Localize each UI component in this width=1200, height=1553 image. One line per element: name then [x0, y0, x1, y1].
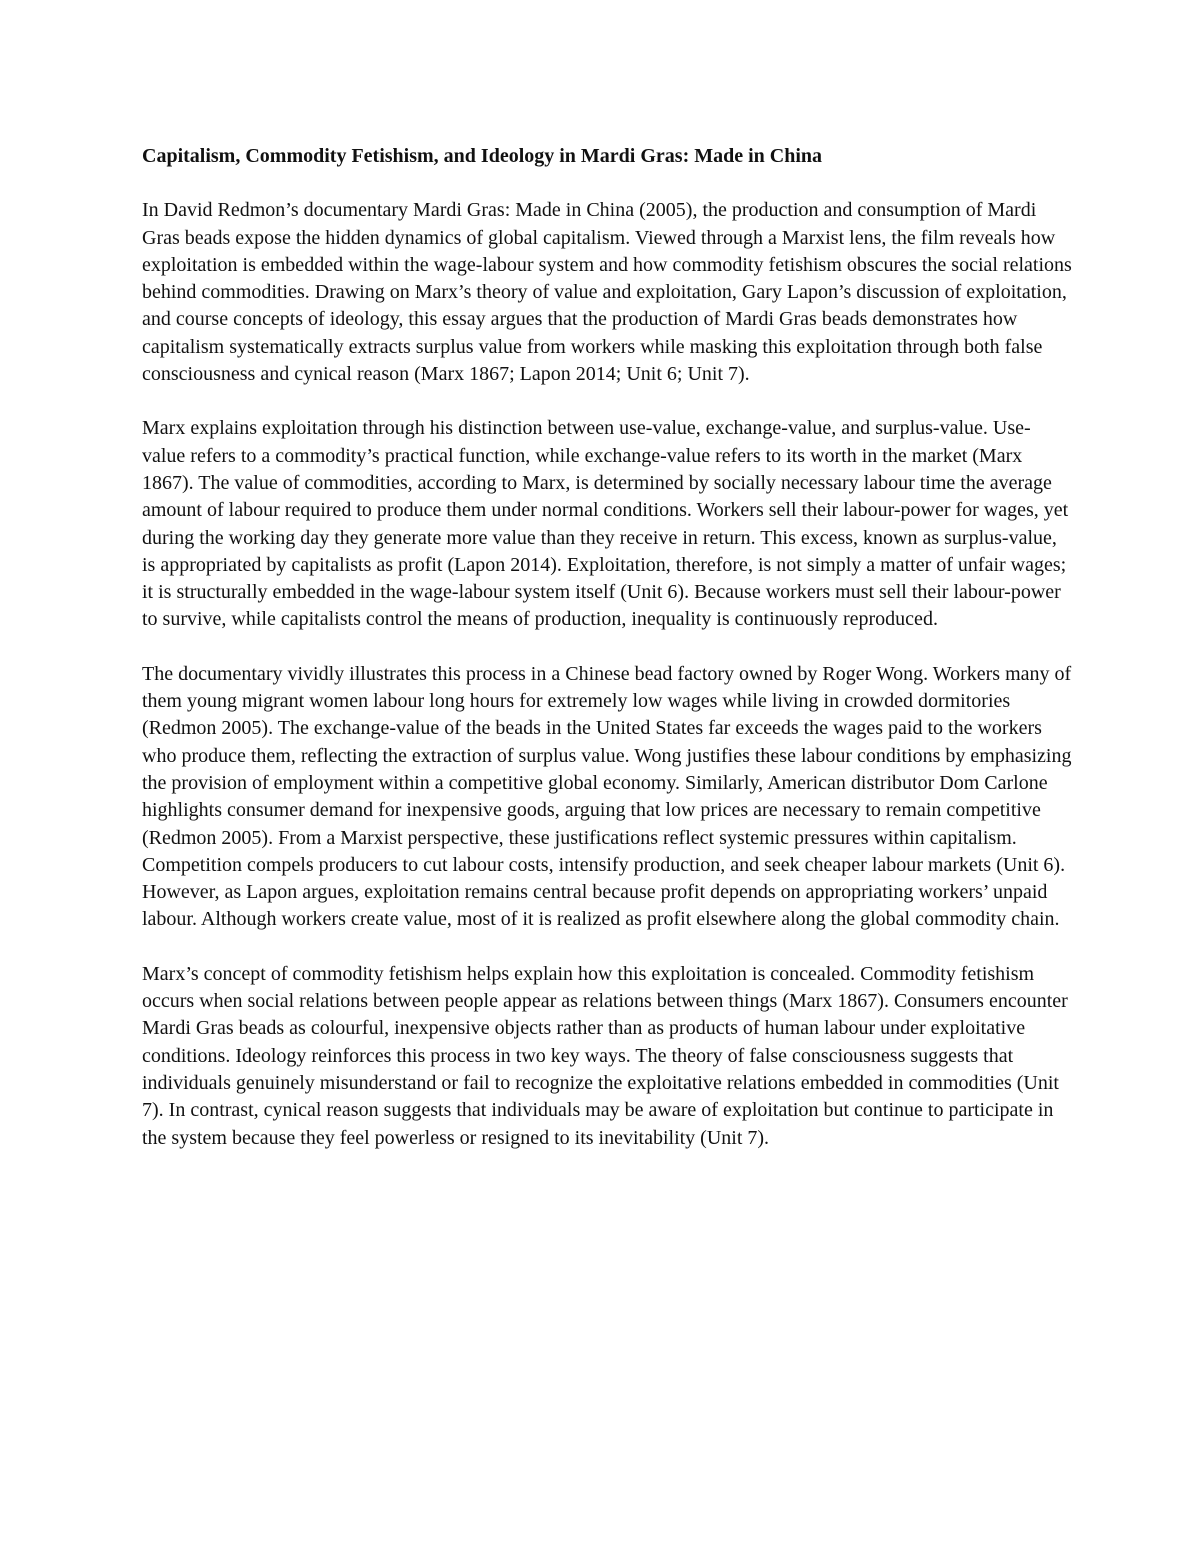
document-title: Capitalism, Commodity Fetishism, and Ideology in Mardi Gras: Made in China [142, 145, 823, 167]
paragraph-introduction: In David Redmon’s documentary Mardi Gras: Made in China (2005), the production and consumption of Mardi Gras beads expose the hidden dynamics of global capitalism. Viewed through a Marxist lens, the film reveals how exploitation is embedded within the wage-labour system and how commodity fetishism obscures the social relations behind commodities. Drawing on Marx’s theory of value and exploitation, Gary Lapon’s discussion of exploitation, and course concepts of ideology, this essay argues that the production of Mardi Gras beads demonstrates how capitalism systematically extracts surplus value from workers while masking this exploitation through both false consciousness and cynical reason (Marx 1867; Lapon 2014; Unit 6; Unit 7). [142, 199, 1072, 386]
paragraph-exploitation-theory: Marx explains exploitation through his distinction between use-value, exchange-value, and surplus-value. Use-value refers to a commodity’s practical function, while exchange-value refers to its worth in the market (Marx 1867). The value of commodities, according to Marx, is determined by socially necessary labour time the average amount of labour required to produce them under normal conditions. Workers sell their labour-power for wages, yet during the working day they generate more value than they receive in return. This excess, known as surplus-value, is appropriated by capitalists as profit (Lapon 2014). Exploitation, therefore, is not simply a matter of unfair wages; it is structurally embedded in the wage-labour system itself (Unit 6). Because workers must sell their labour-power to survive, while capitalists control the means of production, inequality is continuously reproduced. [142, 417, 1069, 631]
document-body [142, 143, 1072, 1152]
paragraph-documentary-illustration: The documentary vividly illustrates this process in a Chinese bead factory owned by Roger Wong. Workers many of them young migrant women labour long hours for extremely low wages while living in crowded dormitories (Redmon 2005). The exchange-value of the beads in the United States far exceeds the wages paid to the workers who produce them, reflecting the extraction of surplus value. Wong justifies these labour conditions by emphasizing the provision of employment within a competitive global economy. Similarly, American distributor Dom Carlone highlights consumer demand for inexpensive goods, arguing that low prices are necessary to remain competitive (Redmon 2005). From a Marxist perspective, these justifications reflect systemic pressures within capitalism. Competition compels producers to cut labour costs, intensify production, and seek cheaper labour markets (Unit 6). However, as Lapon argues, exploitation remains central because profit depends on appropriating workers’ unpaid labour. Although workers create value, most of it is realized as profit elsewhere along the global commodity chain. [142, 662, 1072, 931]
paragraph-commodity-fetishism: Marx’s concept of commodity fetishism helps explain how this exploitation is concealed. Commodity fetishism occurs when social relations between people appear as relations between things (Marx 1867). Consumers encounter Mardi Gras beads as colourful, inexpensive objects rather than as products of human labour under exploitative conditions. Ideology reinforces this process in two key ways. The theory of false consciousness suggests that individuals genuinely misunderstand or fail to recognize the exploitative relations embedded in commodities (Unit 7). In contrast, cynical reason suggests that individuals may be aware of exploitation but continue to participate in the system because they feel powerless or resigned to its inevitability (Unit 7). [142, 962, 1068, 1149]
